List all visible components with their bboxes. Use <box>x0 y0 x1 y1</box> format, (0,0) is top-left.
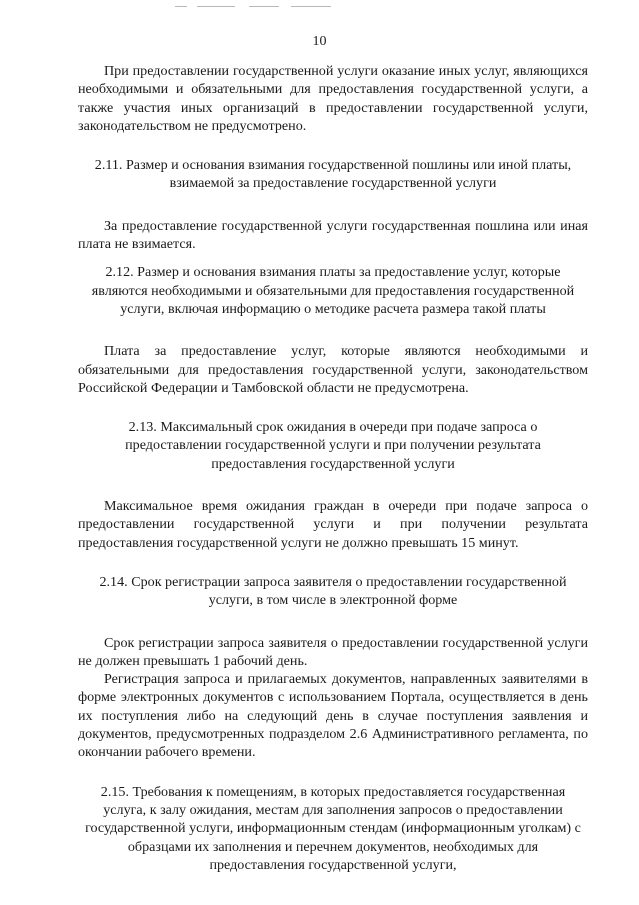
scan-mark <box>175 6 187 7</box>
paragraph-other-services: При предоставлении государственной услуги оказание иных услуг, являющихся необходимыми и обязательными для предоставления государственной услуги, а также участия иных организаций в предоставлении государственной услуги, законодательством не предусмотрено. <box>78 63 588 134</box>
section-heading-2-13: 2.13. Максимальный срок ожидания в очереди при подаче запроса о предоставлении государственной услуги и при получении результата предоставления государственной услуги <box>125 419 541 472</box>
scan-mark <box>197 6 235 7</box>
document-body <box>78 62 588 874</box>
scan-mark <box>249 6 279 7</box>
page-number: 10 <box>312 34 327 49</box>
paragraph-fee-services: Плата за предоставление услуг, которые являются необходимыми и обязательными для предоставления государственной услуги, законодательством Российской Федерации и Тамбовской области не предусмотрена. <box>78 343 588 396</box>
paragraph-waiting-time: Максимальное время ожидания граждан в очереди при подаче запроса о предоставлении государственной услуги и при получении результата предоставления государственной услуги не должно превышать 15 минут. <box>78 498 588 551</box>
paragraph-electronic-registration: Регистрация запроса и прилагаемых документов, направленных заявителями в форме электронных документов с использованием Портала, осуществляется в день их поступления либо на следующий день в случае поступления заявления и документов, предусмотренных подразделом 2.6 Административного регламента, по окончании рабочего времени. <box>78 671 588 761</box>
section-heading-2-12: 2.12. Размер и основания взимания платы за предоставление услуг, которые являются необходимыми и обязательными для предоставления государственной услуги, включая информацию о методике расчета размера такой платы <box>91 264 575 317</box>
paragraph-registration-term: Срок регистрации запроса заявителя о предоставлении государственной услуги не должен превышать 1 рабочий день. <box>78 634 588 669</box>
scan-mark <box>291 6 331 7</box>
paragraph-no-fee: За предоставление государственной услуги государственная пошлина или иная плата не взимается. <box>78 217 588 253</box>
scan-artifact-marks <box>175 6 335 10</box>
section-heading-2-11: 2.11. Размер и основания взимания государственной пошлины или иной платы, взимаемой за предоставление государственной услуги <box>94 157 572 192</box>
section-heading-2-14: 2.14. Срок регистрации запроса заявителя о предоставлении государственной услуги, в том числе в электронной форме <box>99 573 567 609</box>
section-heading-2-15: 2.15. Требования к помещениям, в которых предоставляется государственная услуга, к залу ожидания, местам для заполнения запросов о предоставлении государственной услуги, информационным стендам (информационным уголкам) с образцами их заполнения и перечнем документов, необходимых для предоставления государственной услуги, <box>85 783 581 873</box>
